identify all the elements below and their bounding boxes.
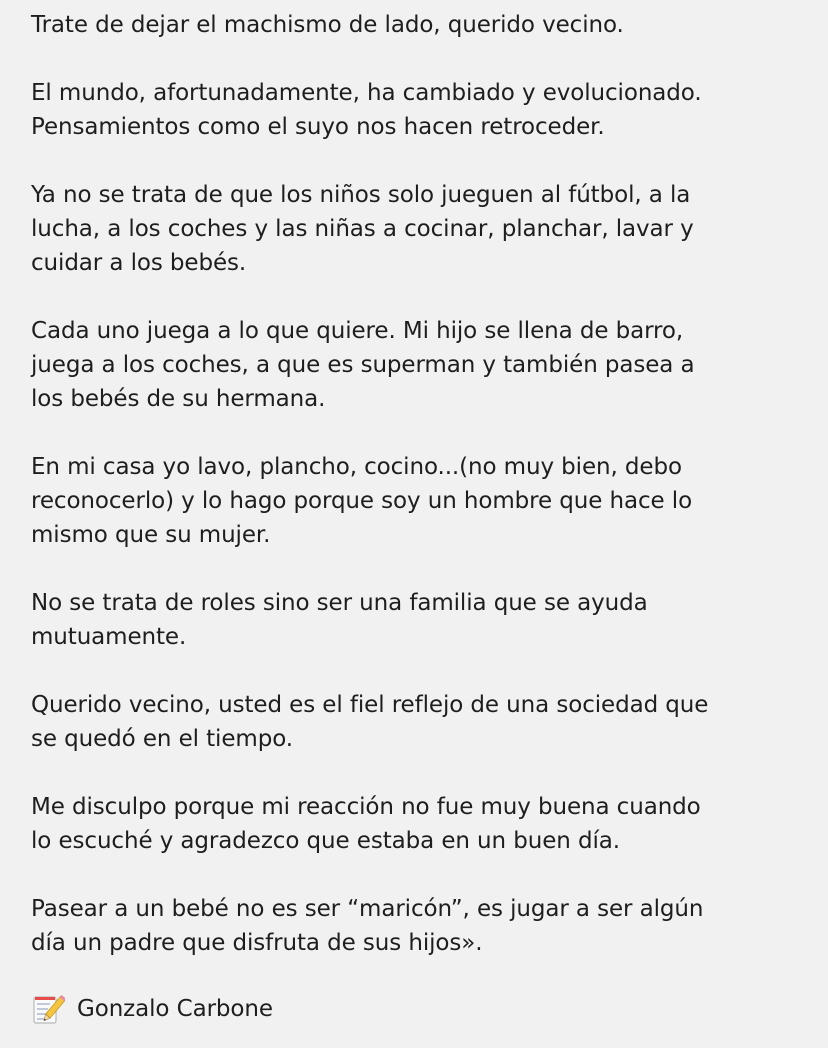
paragraph-line: Trate de dejar el machismo de lado, querido vecino.	[31, 12, 624, 38]
signature	[31, 992, 806, 1026]
paragraph-line: se quedó en el tiempo.	[31, 726, 293, 752]
memo-icon	[31, 992, 65, 1026]
paragraph-line: Ya no se trata de que los niños solo jueguen al fútbol, a la	[31, 182, 691, 208]
paragraph-line: día un padre que disfruta de sus hijos».	[31, 930, 483, 956]
paragraph-line: Querido vecino, usted es el fiel reflejo de una sociedad que	[31, 692, 709, 718]
paragraph	[31, 178, 806, 280]
paragraph-line: En mi casa yo lavo, plancho, cocino...(no muy bien, debo	[31, 454, 682, 480]
paragraph	[31, 586, 806, 654]
paragraph	[31, 76, 806, 144]
paragraph-line: No se trata de roles sino ser una familia que se ayuda	[31, 590, 648, 616]
paragraph-line: Pensamientos como el suyo nos hacen retroceder.	[31, 114, 605, 140]
paragraph-line: lucha, a los coches y las niñas a cocinar, planchar, lavar y	[31, 216, 694, 242]
paragraph-line: mutuamente.	[31, 624, 187, 650]
paragraph-line: mismo que su mujer.	[31, 522, 271, 548]
paragraph	[31, 790, 806, 858]
paragraph-line: lo escuché y agradezco que estaba en un buen día.	[31, 828, 620, 854]
paragraph-line: Pasear a un bebé no es ser “maricón”, es jugar a ser algún	[31, 896, 704, 922]
signature-name: Gonzalo Carbone	[77, 996, 273, 1022]
paragraph-line: reconocerlo) y lo hago porque soy un hombre que hace lo	[31, 488, 693, 514]
note-body	[31, 8, 806, 960]
paragraph-line: cuidar a los bebés.	[31, 250, 247, 276]
paragraph-line: El mundo, afortunadamente, ha cambiado y evolucionado.	[31, 80, 702, 106]
paragraph-line: Me disculpo porque mi reacción no fue muy buena cuando	[31, 794, 701, 820]
paragraph-line: juega a los coches, a que es superman y también pasea a	[31, 352, 695, 378]
paragraph-line: los bebés de su hermana.	[31, 386, 326, 412]
paragraph	[31, 688, 806, 756]
paragraph	[31, 8, 806, 42]
paragraph-line: Cada uno juega a lo que quiere. Mi hijo se llena de barro,	[31, 318, 684, 344]
paragraph	[31, 450, 806, 552]
paragraph	[31, 892, 806, 960]
paragraph	[31, 314, 806, 416]
